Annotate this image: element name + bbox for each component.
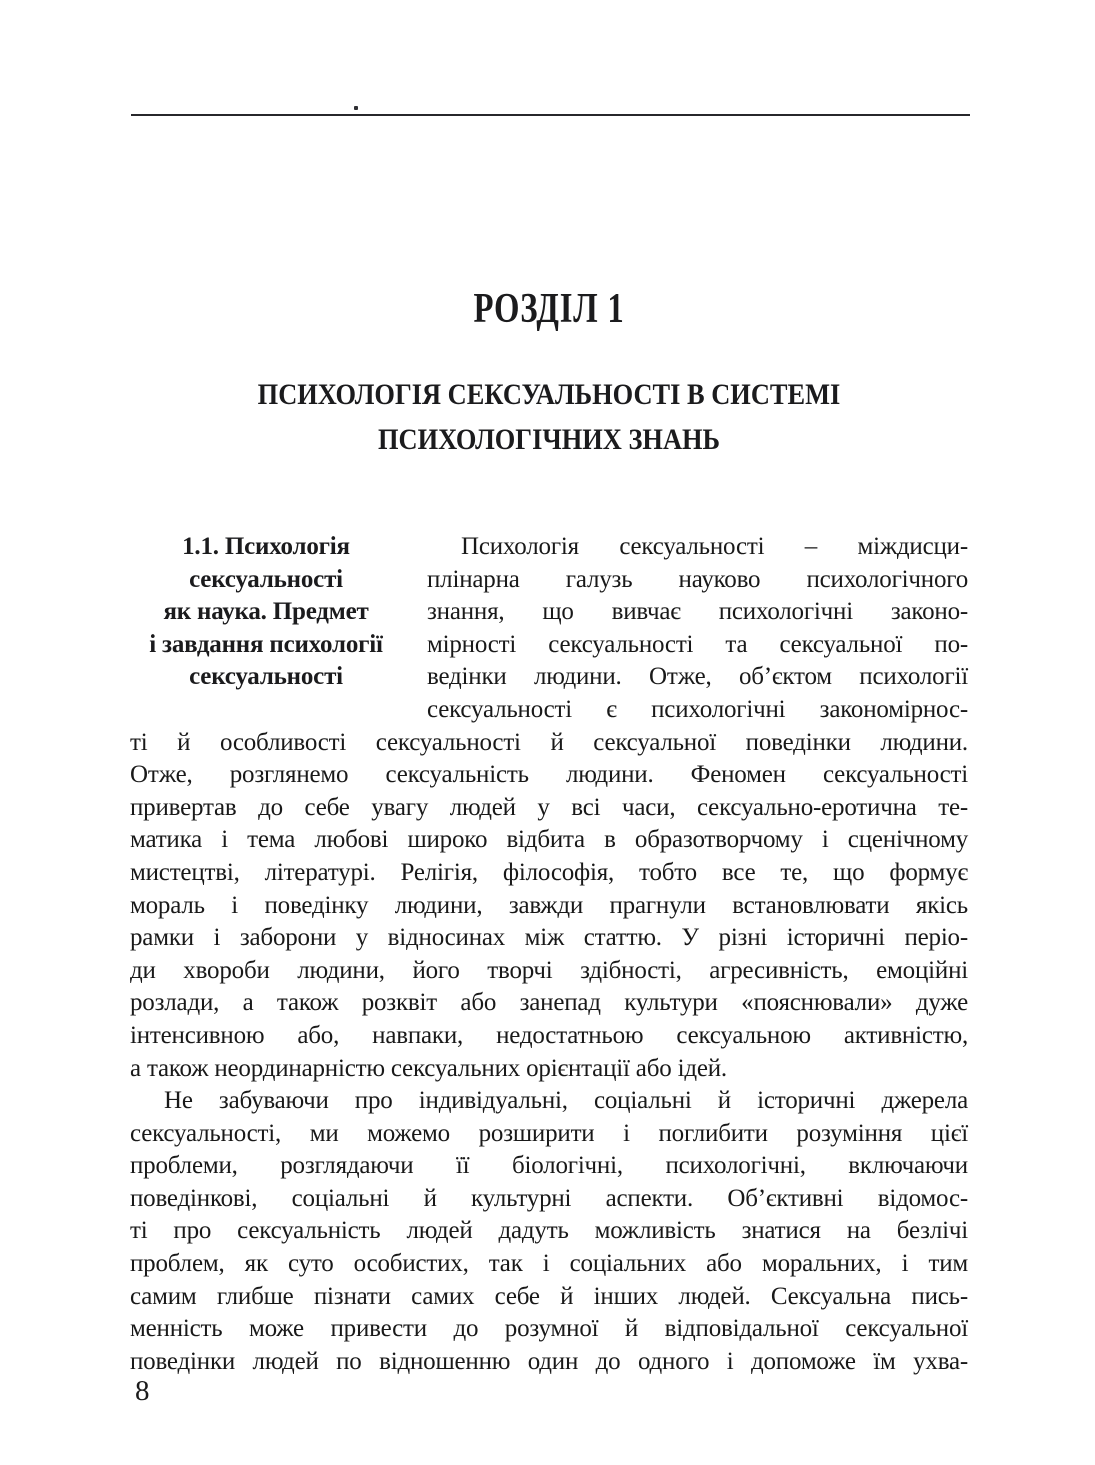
paragraph-1: Психологія сексуальності – міждисци- плінарна галузь науково психологічного знання, що вивчає психологічні законо- мірності сексуальності та сексуальної по- ведінки людини. Отже, об’єктом психології сексуальності є психологічні закономірнос- ті й особливості сексуальності й сексуальної поведінки людини. Отже, розглянемо сексуальність людини. Феномен сексуальності привертав до себе увагу людей у всі часи, сексуально-еротична те- матика і тема любові широко відбита в образотворчому і сценічному мистецтві, літературі. Релігія, філософія, тобто все те, що формує мораль і поведінку людини, завжди прагнули встановлювати якісь рамки і заборони у відносинах між статтю. У різні історичні періо- ди хвороби людини, його творчі здібності, агресивність, емоційні розлади, а також розквіт або занепад культури «пояснювали» дуже інтенсивною або, навпаки, недостатньою сексуальною активністю, а також неординарністю сексуальних орієнтації або ідей. xyxy=(130,533,968,1082)
chapter-number-heading: РОЗДІЛ 1 xyxy=(473,286,625,332)
chapter-title: ПСИХОЛОГІЯ СЕКСУАЛЬНОСТІ В СИСТЕМІ ПСИХОЛОГІЧНИХ ЗНАНЬ xyxy=(257,378,841,456)
page-number: 8 xyxy=(135,1375,150,1407)
scan-artifact-dot xyxy=(354,106,358,110)
paragraph-2: Не забуваючи про індивідуальні, соціальні й історичні джерела сексуальності, ми можемо розширити і поглибити розуміння цієї проблеми, розглядаючи її біологічні, психологічні, включаючи поведінкові, соціальні й культурні аспекти. Об’єктивні відомос- ті про сексуальність людей дадуть можливість знатися на безлічі проблем, як суто особистих, так і соціальних або моральних, і тим самим глибше пізнати самих себе й інших людей. Сексуальна пись- менність може привести до розумної й відповідальної сексуальної поведінки людей по відношенню один до одного і допоможе їм ухва- xyxy=(130,1087,968,1375)
section-heading: 1.1. Психологія сексуальності як наука. Предмет і завдання психології сексуальності xyxy=(149,533,383,691)
body-text xyxy=(130,531,968,1378)
header-rule xyxy=(131,114,970,116)
